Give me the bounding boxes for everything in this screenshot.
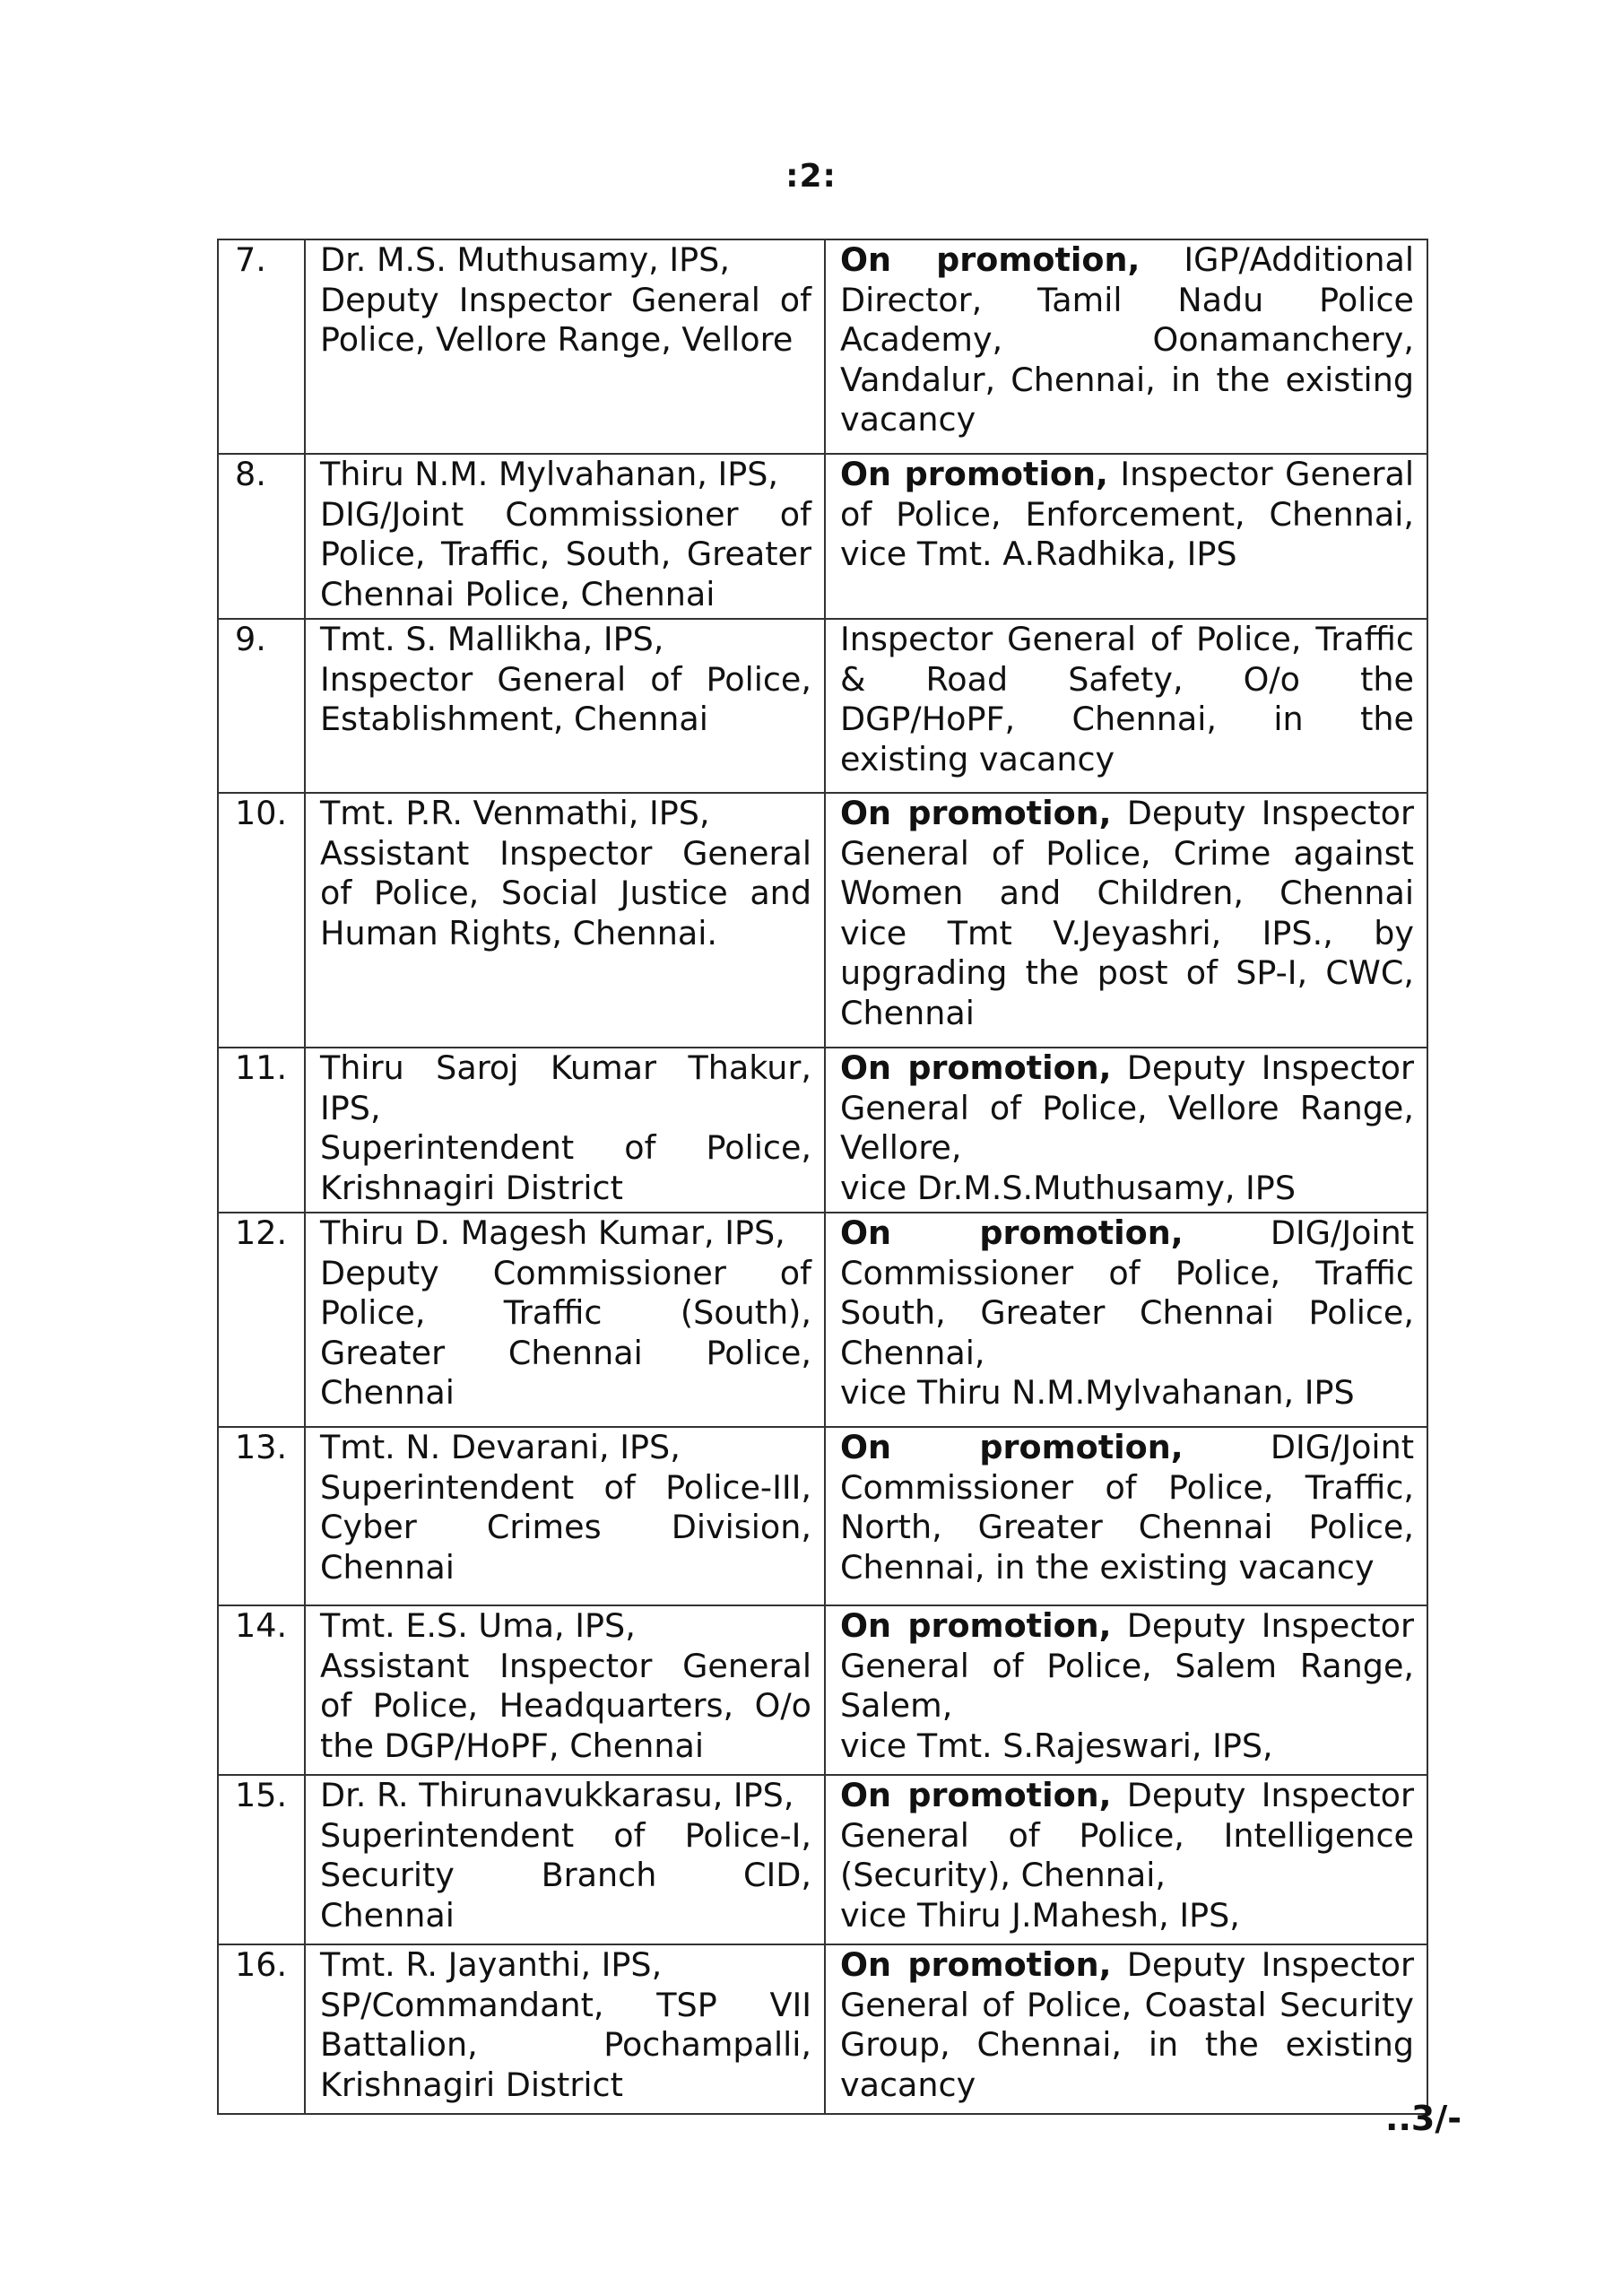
posting-line: vice Tmt V.Jeyashri, IPS., by xyxy=(840,913,1414,952)
officer-line: Battalion, Pochampalli, xyxy=(320,2025,811,2064)
serial-number-cell xyxy=(218,1775,305,1944)
posting-line: existing vacancy xyxy=(840,739,1115,778)
officer-line: Krishnagiri District xyxy=(320,2065,623,2104)
posting-prefix: On promotion, xyxy=(840,240,1141,279)
table-row xyxy=(218,793,1427,1048)
officer-line: Tmt. S. Mallikha, IPS, xyxy=(320,620,664,658)
posting-prefix: On promotion, xyxy=(840,794,1112,832)
officer-line: Police, Traffic, South, Greater xyxy=(320,535,811,573)
posting-line xyxy=(840,1945,1414,1986)
serial-number: 8. xyxy=(235,455,266,493)
posting-cell xyxy=(825,619,1427,793)
posting-prefix: On promotion, xyxy=(840,1606,1112,1645)
serial-number: 13. xyxy=(235,1428,288,1466)
posting-prefix: On promotion, xyxy=(840,1048,1112,1087)
posting-line: (Security), Chennai, xyxy=(840,1856,1167,1894)
postings-table-body xyxy=(218,239,1427,2114)
serial-number-cell xyxy=(218,239,305,454)
officer-cell xyxy=(305,1775,825,1944)
posting-line-text: Deputy Inspector xyxy=(1126,1776,1414,1814)
posting-line-text: Deputy Inspector xyxy=(1126,1945,1414,1984)
officer-line: Tmt. N. Devarani, IPS, xyxy=(320,1428,681,1466)
officer-line: Tmt. E.S. Uma, IPS, xyxy=(320,1606,636,1645)
posting-line-text: Deputy Inspector xyxy=(1126,794,1414,832)
table-row xyxy=(218,1427,1427,1605)
posting-line: Academy, Oonamanchery, xyxy=(840,320,1414,359)
serial-number-cell xyxy=(218,793,305,1048)
posting-line: vacancy xyxy=(840,2065,976,2104)
officer-line: Greater Chennai Police, xyxy=(320,1333,811,1372)
officer-line: Chennai Police, Chennai xyxy=(320,574,716,613)
officer-line: Superintendent of Police-III, xyxy=(320,1467,811,1507)
serial-number-cell xyxy=(218,454,305,619)
table-row xyxy=(218,1775,1427,1944)
officer-cell xyxy=(305,1048,825,1213)
page-number: :2: xyxy=(785,158,837,195)
posting-line: of Police, Enforcement, Chennai, xyxy=(840,494,1414,534)
posting-line: Director, Tamil Nadu Police xyxy=(840,280,1414,319)
posting-line: Chennai, xyxy=(840,1333,985,1372)
postings-table xyxy=(217,239,1428,2115)
posting-line xyxy=(840,1776,1414,1816)
officer-line: Inspector General of Police, xyxy=(320,659,811,699)
officer-line: Deputy Inspector General of xyxy=(320,280,811,319)
table-row xyxy=(218,619,1427,793)
officer-line: Tmt. R. Jayanthi, IPS, xyxy=(320,1945,663,1984)
posting-line xyxy=(840,1606,1414,1647)
posting-line-text: DIG/Joint xyxy=(1270,1213,1415,1252)
posting-cell xyxy=(825,1605,1427,1775)
posting-prefix: On promotion, xyxy=(840,1945,1112,1984)
table-row xyxy=(218,239,1427,454)
officer-cell xyxy=(305,239,825,454)
serial-number-cell xyxy=(218,1213,305,1427)
serial-number-cell xyxy=(218,1944,305,2114)
officer-line: Tmt. P.R. Venmathi, IPS, xyxy=(320,794,710,832)
serial-number: 14. xyxy=(235,1606,288,1645)
posting-line xyxy=(840,455,1414,495)
posting-line: Women and Children, Chennai xyxy=(840,874,1414,912)
posting-line: DGP/HoPF, Chennai, in the xyxy=(840,700,1414,738)
posting-line: General of Police, Crime against xyxy=(840,833,1414,873)
posting-line: Vellore, xyxy=(840,1128,962,1167)
serial-number: 15. xyxy=(235,1776,288,1814)
posting-line: vacancy xyxy=(840,400,976,439)
posting-line: Group, Chennai, in the existing xyxy=(840,2025,1414,2064)
serial-number-cell xyxy=(218,1427,305,1605)
officer-cell xyxy=(305,1605,825,1775)
officer-line: Thiru N.M. Mylvahanan, IPS, xyxy=(320,455,778,493)
serial-number: 10. xyxy=(235,794,288,832)
officer-line: Superintendent of Police, xyxy=(320,1128,811,1167)
officer-line: Deputy Commissioner of xyxy=(320,1253,811,1292)
officer-cell xyxy=(305,1944,825,2114)
officer-line: of Police, Headquarters, O/o xyxy=(320,1686,811,1725)
posting-line: vice Tmt. S.Rajeswari, IPS, xyxy=(840,1726,1273,1765)
officer-line: Krishnagiri District xyxy=(320,1168,623,1207)
posting-line-text: Deputy Inspector xyxy=(1126,1606,1414,1645)
officer-cell xyxy=(305,1213,825,1427)
officer-line: Assistant Inspector General xyxy=(320,833,811,873)
officer-cell xyxy=(305,1427,825,1605)
posting-line xyxy=(840,794,1414,834)
officer-line: Establishment, Chennai xyxy=(320,700,708,738)
posting-line xyxy=(840,1213,1414,1254)
officer-line: SP/Commandant, TSP VII xyxy=(320,1985,811,2024)
posting-prefix: On promotion, xyxy=(840,1428,1184,1466)
posting-line: Inspector General of Police, Traffic xyxy=(840,620,1414,658)
serial-number: 16. xyxy=(235,1945,288,1984)
serial-number-cell xyxy=(218,619,305,793)
officer-line: Human Rights, Chennai. xyxy=(320,913,718,952)
posting-line xyxy=(840,240,1414,281)
serial-number-cell xyxy=(218,1048,305,1213)
table-row xyxy=(218,1213,1427,1427)
posting-line: vice Dr.M.S.Muthusamy, IPS xyxy=(840,1168,1296,1207)
officer-line: Cyber Crimes Division, xyxy=(320,1508,811,1546)
posting-cell xyxy=(825,1944,1427,2114)
posting-line-text: IGP/Additional xyxy=(1184,240,1414,279)
officer-line: Thiru Saroj Kumar Thakur, xyxy=(320,1048,811,1087)
posting-line: North, Greater Chennai Police, xyxy=(840,1508,1414,1546)
officer-line: Chennai xyxy=(320,1547,455,1587)
posting-line: vice Tmt. A.Radhika, IPS xyxy=(840,535,1237,573)
officer-cell xyxy=(305,619,825,793)
posting-line: vice Thiru N.M.Mylvahanan, IPS xyxy=(840,1373,1355,1412)
officer-line: the DGP/HoPF, Chennai xyxy=(320,1726,705,1765)
officer-line: Police, Traffic (South), xyxy=(320,1293,811,1332)
posting-line: Commissioner of Police, Traffic, xyxy=(840,1467,1414,1507)
officer-line: Chennai xyxy=(320,1895,455,1935)
officer-cell xyxy=(305,454,825,619)
officer-cell xyxy=(305,793,825,1048)
posting-line: Vandalur, Chennai, in the existing xyxy=(840,360,1414,399)
posting-line-text: DIG/Joint xyxy=(1270,1428,1415,1466)
posting-line: Commissioner of Police, Traffic xyxy=(840,1253,1414,1292)
posting-cell xyxy=(825,1775,1427,1944)
posting-line-text: Inspector General xyxy=(1120,455,1414,493)
officer-line: of Police, Social Justice and xyxy=(320,874,811,912)
officer-line: DIG/Joint Commissioner of xyxy=(320,494,811,534)
table-row xyxy=(218,1944,1427,2114)
posting-line xyxy=(840,1048,1414,1089)
posting-line: South, Greater Chennai Police, xyxy=(840,1293,1414,1332)
officer-line: Assistant Inspector General xyxy=(320,1646,811,1685)
serial-number: 12. xyxy=(235,1213,288,1252)
officer-line: Thiru D. Magesh Kumar, IPS, xyxy=(320,1213,785,1252)
posting-line: & Road Safety, O/o the xyxy=(840,659,1414,699)
posting-cell xyxy=(825,454,1427,619)
officer-line: Security Branch CID, xyxy=(320,1856,811,1894)
officer-line: Dr. M.S. Muthusamy, IPS, xyxy=(320,240,730,279)
posting-cell xyxy=(825,1427,1427,1605)
officer-line: Police, Vellore Range, Vellore xyxy=(320,320,794,359)
posting-line: Salem, xyxy=(840,1686,953,1725)
serial-number: 7. xyxy=(235,240,266,279)
posting-line: General of Police, Vellore Range, xyxy=(840,1088,1414,1127)
posting-prefix: On promotion, xyxy=(840,1213,1184,1252)
posting-line: upgrading the post of SP-I, CWC, xyxy=(840,953,1414,992)
serial-number-cell xyxy=(218,1605,305,1775)
posting-cell xyxy=(825,1048,1427,1213)
posting-cell xyxy=(825,793,1427,1048)
table-row xyxy=(218,1048,1427,1213)
posting-cell xyxy=(825,239,1427,454)
table-row xyxy=(218,454,1427,619)
officer-line: Superintendent of Police-I, xyxy=(320,1815,811,1855)
posting-prefix: On promotion, xyxy=(840,455,1108,493)
officer-line: Chennai xyxy=(320,1373,455,1412)
posting-line xyxy=(840,1428,1414,1468)
continuation-marker: ..3/- xyxy=(1385,2099,1462,2138)
officer-line: Dr. R. Thirunavukkarasu, IPS, xyxy=(320,1776,794,1814)
table-row xyxy=(218,1605,1427,1775)
posting-line-text: Deputy Inspector xyxy=(1126,1048,1414,1087)
posting-line: Chennai xyxy=(840,993,975,1032)
serial-number: 11. xyxy=(235,1048,288,1087)
posting-line: General of Police, Salem Range, xyxy=(840,1646,1414,1685)
posting-line: General of Police, Coastal Security xyxy=(840,1985,1414,2024)
serial-number: 9. xyxy=(235,620,266,658)
posting-prefix: On promotion, xyxy=(840,1776,1112,1814)
officer-line: IPS, xyxy=(320,1088,381,1127)
posting-line: General of Police, Intelligence xyxy=(840,1815,1414,1855)
posting-cell xyxy=(825,1213,1427,1427)
posting-line: vice Thiru J.Mahesh, IPS, xyxy=(840,1895,1240,1935)
posting-line: Chennai, in the existing vacancy xyxy=(840,1547,1375,1587)
